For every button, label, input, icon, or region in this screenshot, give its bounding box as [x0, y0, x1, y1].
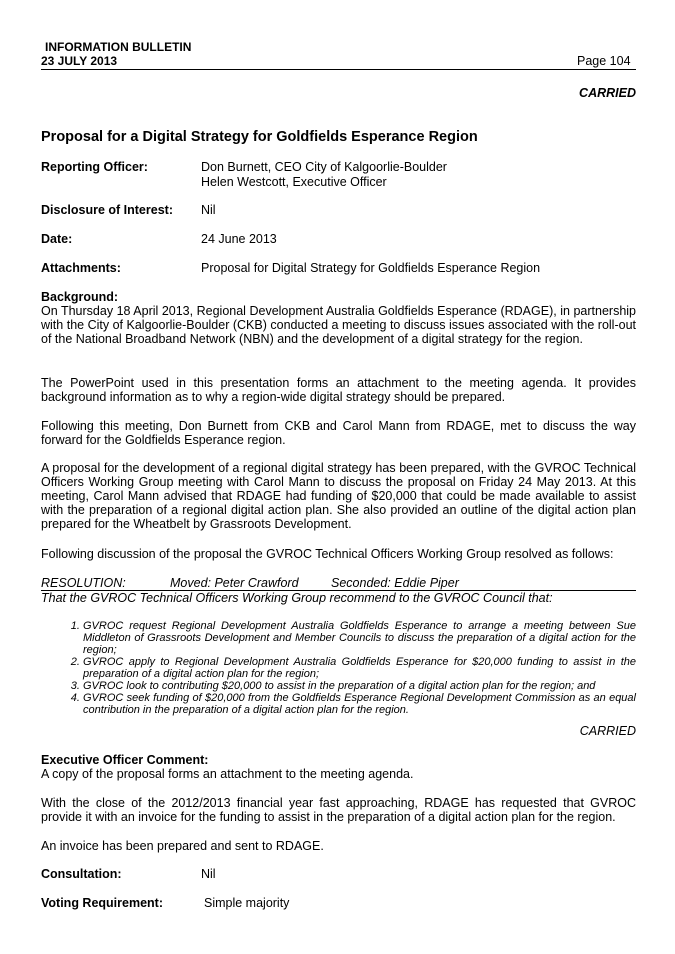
background-paragraph-3: Following this meeting, Don Burnett from CKB and Carol Mann from RDAGE, met to discuss the way forward for the Goldfields Esperance region.: [41, 419, 636, 447]
resolution-item: 1. GVROC request Regional Development Australia Goldfields Esperance to arrange a meeting between Sue Middleton of Grassroots Development and Member Councils to discuss the preparation of a digital action for the region;: [83, 620, 636, 656]
resolution-item: 3. GVROC look to contributing $20,000 to assist in the preparation of a digital action plan for the region; and: [83, 680, 636, 692]
attachments-value: Proposal for Digital Strategy for Goldfields Esperance Region: [201, 261, 541, 275]
disclosure-value: Nil: [201, 203, 216, 217]
resolution-intro: That the GVROC Technical Officers Working Group recommend to the GVROC Council that:: [41, 591, 553, 605]
resolution-moved: Moved: Peter Crawford: [170, 576, 299, 590]
comment-paragraph-1: A copy of the proposal forms an attachment to the meeting agenda.: [41, 767, 414, 781]
date-value: 24 June 2013: [201, 232, 277, 246]
background-paragraph-2: The PowerPoint used in this presentation forms an attachment to the meeting agenda. It provides background information as to why a region-wide digital strategy should be prepared.: [41, 376, 636, 404]
reporting-officer-label: Reporting Officer:: [41, 160, 148, 174]
bulletin-title: INFORMATION BULLETIN: [45, 40, 192, 54]
attachments-label: Attachments:: [41, 261, 121, 275]
background-paragraph-1: On Thursday 18 April 2013, Regional Development Australia Goldfields Esperance (RDAGE), in partnership with the City of Kalgoorlie-Boulder (CKB) conducted a meeting to discuss issues associated with the roll-out of the National Broadband Network (NBN) and the development of a digital strategy for the region.: [41, 304, 636, 346]
background-paragraph-5: Following discussion of the proposal the GVROC Technical Officers Working Group resolved as follows:: [41, 547, 614, 561]
comment-paragraph-2: With the close of the 2012/2013 financial year fast approaching, RDAGE has requested that GVROC provide it with an invoice for the funding to assist in the preparation of a digital action plan for the region.: [41, 796, 636, 824]
reporting-officer-line1: Don Burnett, CEO City of Kalgoorlie-Boulder: [201, 160, 447, 174]
reporting-officer-line2: Helen Westcott, Executive Officer: [201, 175, 387, 189]
resolution-item: 2. GVROC apply to Regional Development Australia Goldfields Esperance for $20,000 funding to assist in the preparation of a digital action plan for the region;: [83, 656, 636, 680]
resolution-seconded: Seconded: Eddie Piper: [331, 576, 459, 590]
carried-top: CARRIED: [579, 86, 636, 100]
background-heading: Background:: [41, 290, 119, 304]
background-paragraph-4: A proposal for the development of a regional digital strategy has been prepared, with the GVROC Technical Officers Working Group meeting with Carol Mann to discuss the proposal on Friday 24 May 2013. At this meeting, Carol Mann advised that RDAGE had funding of $20,000 that could be made available to assist with the preparation of a regional digital action plan. She also provided an outline of the digital action plan prepared for the Wheatbelt by Grassroots Development.: [41, 461, 636, 531]
comment-paragraph-3: An invoice has been prepared and sent to RDAGE.: [41, 839, 324, 853]
page-number: Page 104: [577, 54, 631, 68]
comment-heading: Executive Officer Comment:: [41, 753, 209, 767]
disclosure-label: Disclosure of Interest:: [41, 203, 173, 217]
header-rule: [41, 69, 636, 70]
resolution-carried: CARRIED: [579, 724, 636, 738]
consultation-label: Consultation:: [41, 867, 122, 881]
page-title: Proposal for a Digital Strategy for Goldfields Esperance Region: [41, 129, 478, 145]
resolution-list: [41, 620, 636, 716]
voting-value: Simple majority: [204, 896, 290, 910]
bulletin-date: 23 JULY 2013: [41, 54, 118, 68]
resolution-item: 4. GVROC seek funding of $20,000 from the Goldfields Esperance Regional Development Commission as an equal contribution in the preparation of a digital action plan for the region.: [83, 692, 636, 716]
consultation-value: Nil: [201, 867, 216, 881]
resolution-label: RESOLUTION:: [41, 576, 126, 590]
voting-label: Voting Requirement:: [41, 896, 163, 910]
date-label: Date:: [41, 232, 73, 246]
